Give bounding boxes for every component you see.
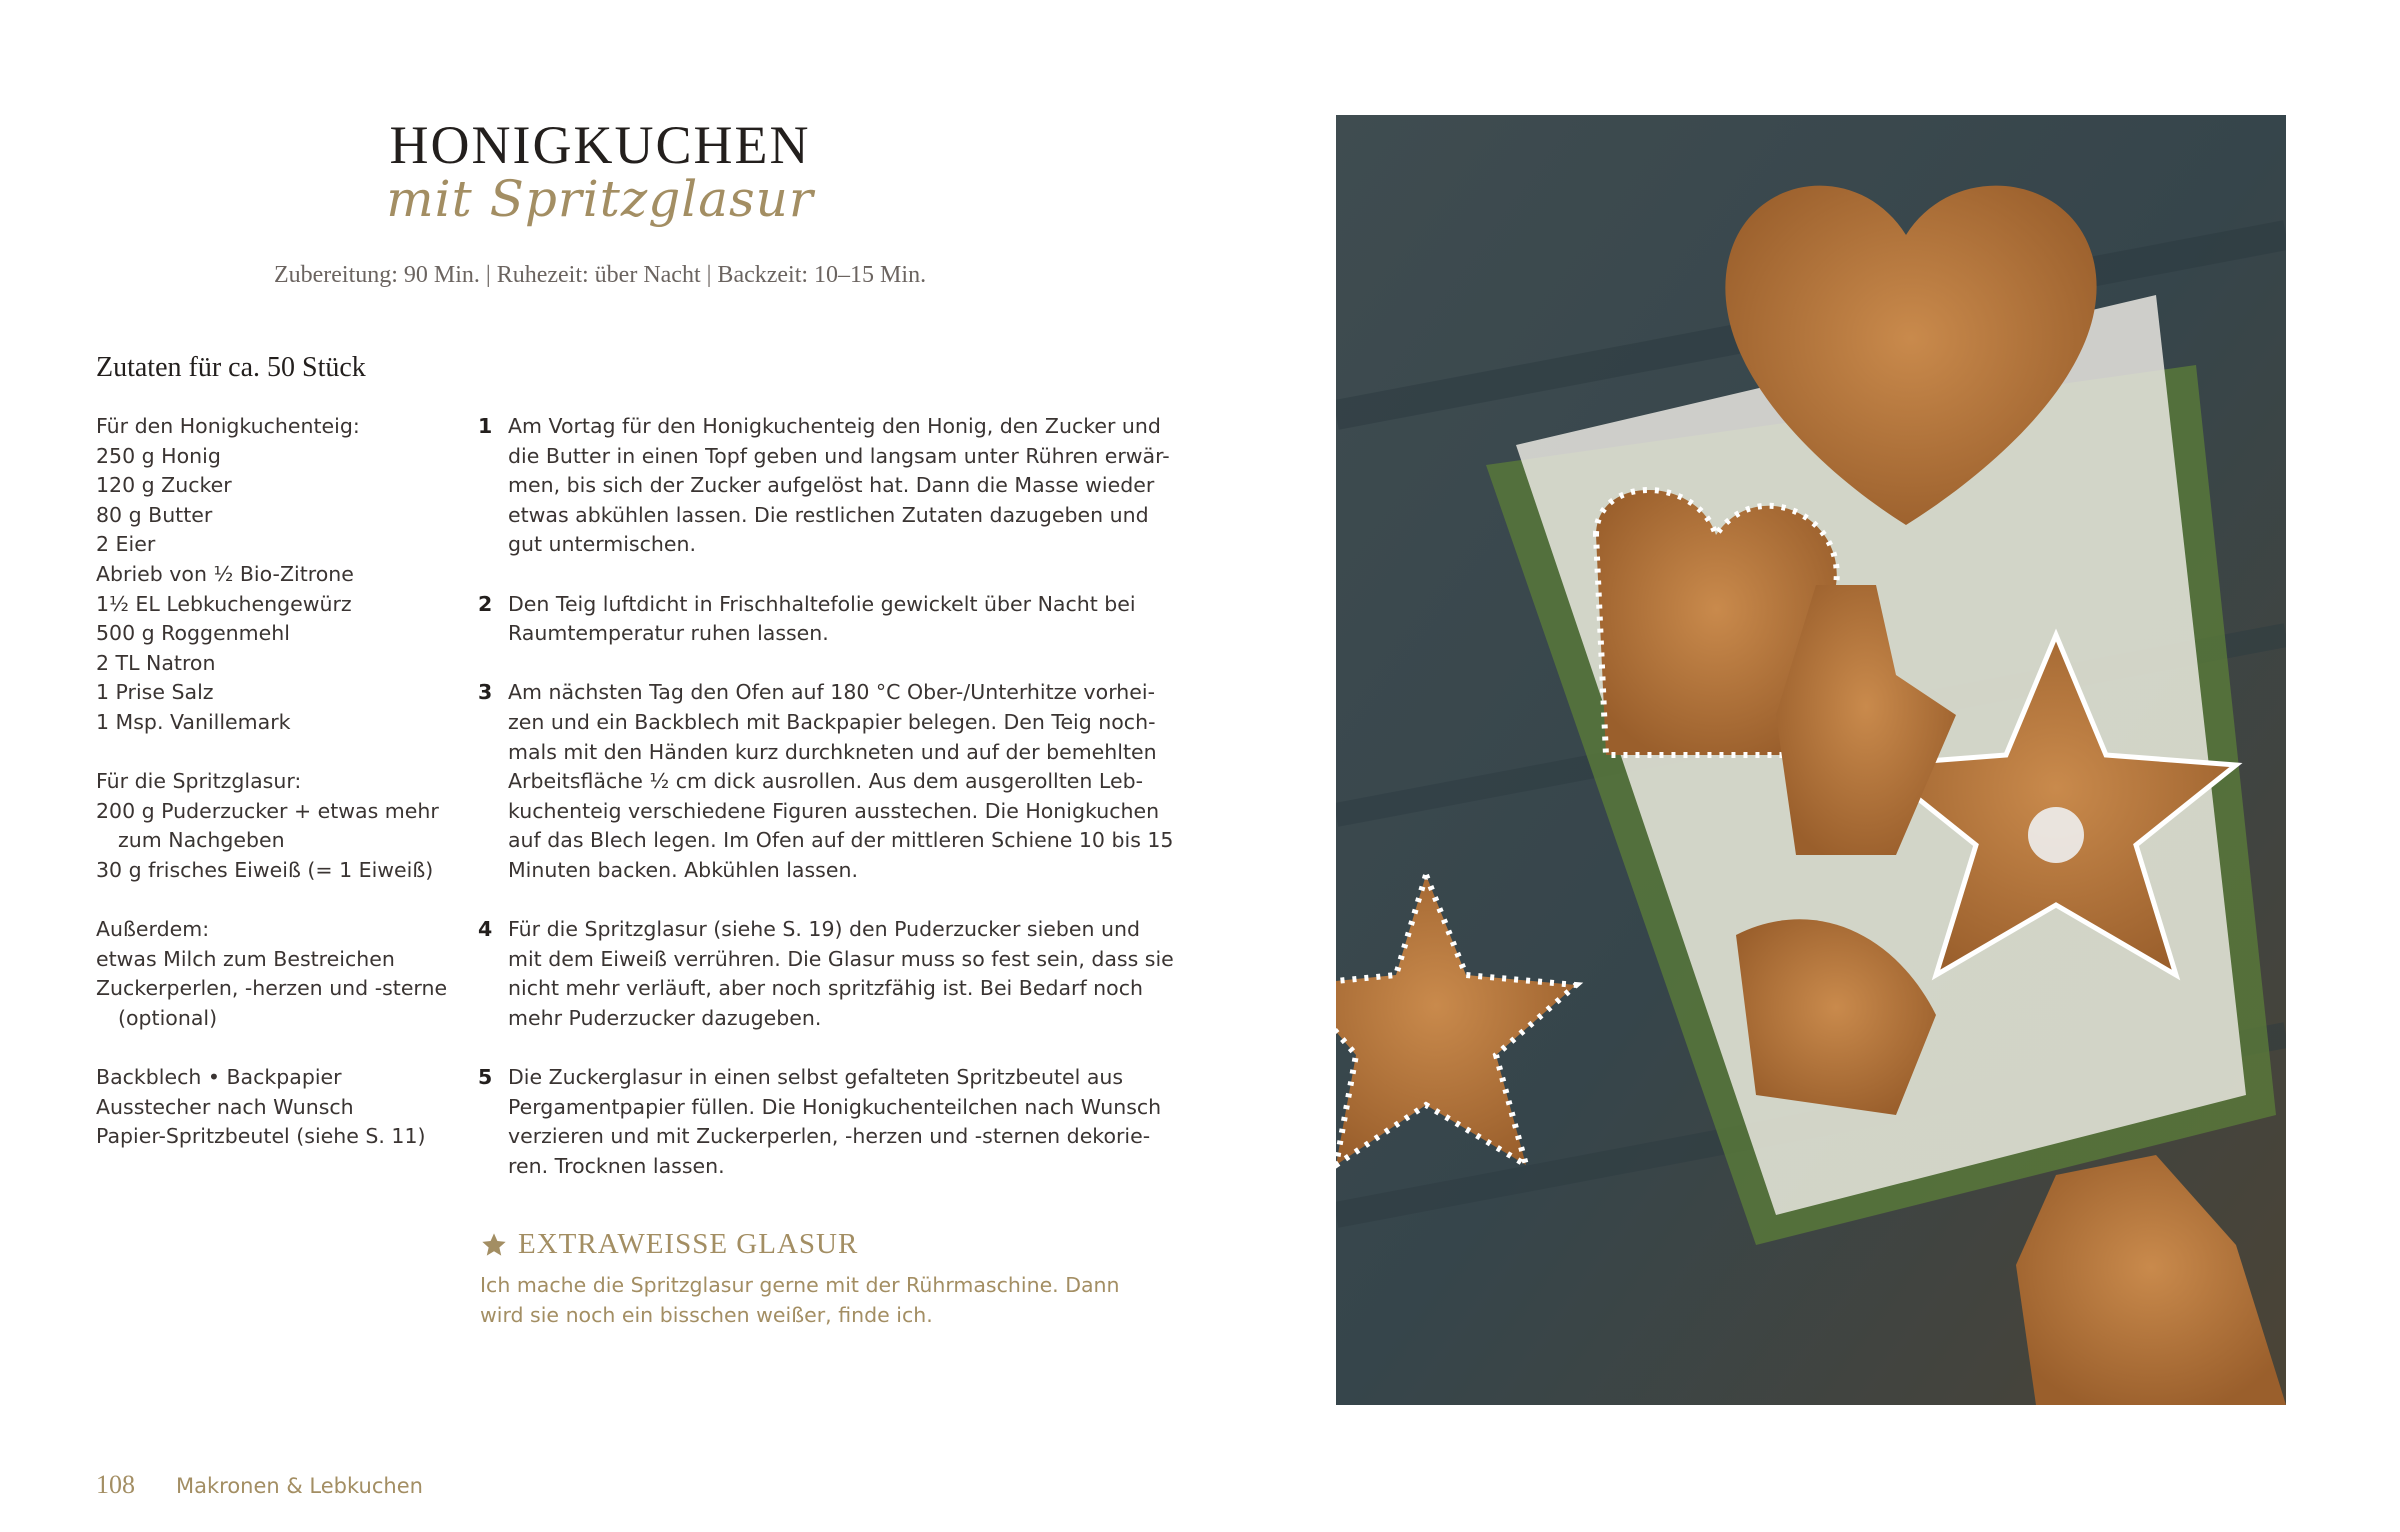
recipe-timing: Zubereitung: 90 Min. | Ruhezeit: über Nacht | Backzeit: 10–15 Min. [273,262,927,288]
ingredient-line: 120 g Zucker [96,473,232,498]
ingredient-line: Für den Honigkuchenteig: [96,414,360,438]
step-number: 4 [478,917,493,942]
step-line: men, bis sich der Zucker aufgelöst hat. Dann die Masse wieder [508,473,1155,498]
step-text [508,412,1170,560]
ingredient-line: 30 g frisches Eiweiß (= 1 Eiweiß) [96,857,434,882]
step-line: Den Teig luftdicht in Frischhaltefolie gewickelt über Nacht bei [508,591,1136,616]
step-line: Minuten backen. Abkühlen lassen. [508,857,858,882]
ingredients-heading: Zutaten für ca. 50 Stück [96,352,366,383]
step-line: Raumtemperatur ruhen lassen. [508,621,829,646]
step-item [478,678,1174,885]
star-icon [480,1231,508,1259]
step-line: auf das Blech legen. Im Ofen auf der mittleren Schiene 10 bis 15 [508,828,1174,853]
step-line: zen und ein Backblech mit Backpapier belegen. Den Teig noch- [508,709,1156,734]
step-text [508,915,1174,1033]
page-number: 108 [96,1470,135,1499]
step-text [508,590,1136,649]
step-number: 3 [478,680,493,705]
step-line: mehr Puderzucker dazugeben. [508,1005,822,1030]
ingredient-line: 500 g Roggenmehl [96,621,290,646]
step-text [508,678,1173,885]
step-line: ren. Trocknen lassen. [508,1153,725,1178]
steps-list [478,412,1174,1211]
step-number: 1 [478,414,493,438]
recipe-title: HONIGKUCHEN [389,115,811,175]
step-line: nicht mehr verläuft, aber noch spritzfähig ist. Bei Bedarf noch [508,976,1143,1001]
gingerbread-illustration [1336,115,2286,1405]
step-line: kuchenteig verschiedene Figuren ausstechen. Die Honigkuchen [508,798,1160,823]
ingredient-spacer [96,886,456,916]
ingredient-line: zum Nachgeben [118,828,285,853]
ingredient-spacer [96,1033,456,1063]
step-line: etwas abkühlen lassen. Die restlichen Zutaten dazugeben und [508,502,1149,527]
ingredient-line: 2 Eier [96,532,156,557]
ingredient-line: Außerdem: [96,917,210,942]
step-line: Am nächsten Tag den Ofen auf 180 °C Ober-/Unterhitze vorhei- [508,680,1155,705]
step-line: mals mit den Händen kurz durchkneten und auf der bemehlten [508,739,1157,764]
ingredient-line: Für die Spritzglasur: [96,769,302,794]
step-line: gut untermischen. [508,532,696,557]
step-line: die Butter in einen Topf geben und langsam unter Rühren erwär- [508,443,1170,468]
tip-text [480,1271,1120,1330]
ingredient-line: Ausstecher nach Wunsch [96,1094,354,1119]
step-item [478,1063,1162,1181]
step-number: 5 [478,1065,493,1090]
step-item [478,590,1136,649]
ingredient-line: Zuckerperlen, -herzen und -sterne [96,976,448,1001]
tip-line: Ich mache die Spritzglasur gerne mit der Rührmaschine. Dann [480,1273,1120,1297]
ingredient-spacer [96,738,456,768]
ingredient-line: 1 Prise Salz [96,680,214,705]
ingredient-line: 250 g Honig [96,443,221,468]
ingredient-line: 80 g Butter [96,502,213,527]
ingredient-line: 2 TL Natron [96,650,216,675]
ingredient-line: (optional) [118,1005,218,1030]
ingredient-line: Papier-Spritzbeutel (siehe S. 11) [96,1124,426,1149]
step-line: verzieren und mit Zuckerperlen, -herzen und -sternen dekorie- [508,1124,1151,1149]
step-number: 2 [478,591,493,616]
tip-line: wird sie noch ein bisschen weißer, finde ich. [480,1302,933,1327]
tip-title: EXTRAWEISSE GLASUR [518,1228,859,1260]
gingerbread-photo [1336,115,2286,1405]
ingredient-line: Backblech • Backpapier [96,1065,342,1090]
step-line: Die Zuckerglasur in einen selbst gefalteten Spritzbeutel aus [508,1065,1124,1090]
step-line: mit dem Eiweiß verrühren. Die Glasur muss so fest sein, dass sie [508,946,1174,971]
step-line: Pergamentpapier füllen. Die Honigkuchenteilchen nach Wunsch [508,1094,1162,1119]
recipe-subtitle: mit Spritzglasur [386,170,814,228]
step-line: Am Vortag für den Honigkuchenteig den Honig, den Zucker und [508,414,1161,438]
ingredient-line: 1½ EL Lebkuchengewürz [96,591,352,616]
step-item [478,412,1170,560]
step-line: Für die Spritzglasur (siehe S. 19) den Puderzucker sieben und [508,917,1141,942]
ingredient-line: 200 g Puderzucker + etwas mehr [96,798,439,823]
chapter-name: Makronen & Lebkuchen [176,1474,423,1498]
ingredients-list [96,412,456,1152]
step-line: Arbeitsfläche ½ cm dick ausrollen. Aus dem ausgerollten Leb- [508,769,1143,794]
step-item [478,915,1174,1033]
ingredient-line: 1 Msp. Vanillemark [96,709,291,734]
tip-heading [480,1228,858,1261]
step-text [508,1063,1161,1181]
ingredient-line: Abrieb von ½ Bio-Zitrone [96,561,354,586]
ingredient-line: etwas Milch zum Bestreichen [96,946,395,971]
